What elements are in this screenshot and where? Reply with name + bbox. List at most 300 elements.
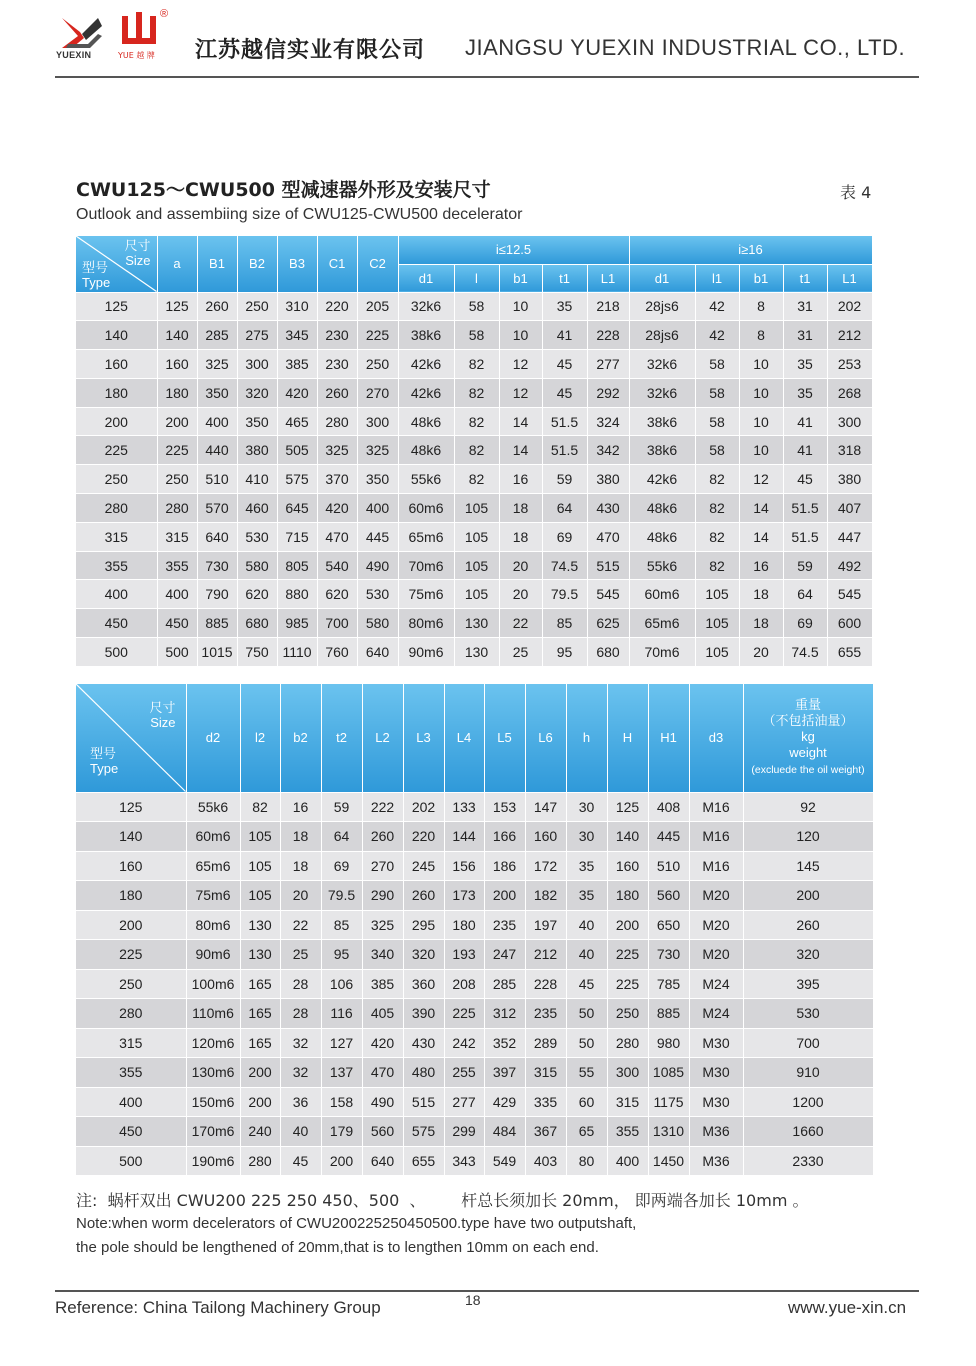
table-cell: 14 [739,522,783,551]
table-cell: 32k6 [629,378,695,407]
col-header: t2 [321,684,362,792]
table-cell: 65m6 [186,851,240,881]
table-cell: 530 [357,580,398,609]
type-cell: 200 [76,407,157,436]
table-cell: 173 [444,881,484,911]
table-cell: 212 [827,321,872,350]
type-cell: 250 [76,465,157,494]
table-cell: 445 [357,522,398,551]
type-cell: 315 [76,1028,186,1058]
table-cell: 470 [587,522,629,551]
table-cell: 82 [695,551,739,580]
table-cell: 69 [783,609,827,638]
note-en-line1: Note:when worm decelerators of CWU200225250450500.type have two outputshaft, [76,1215,637,1232]
table-cell: 160 [157,350,197,379]
table-cell: 85 [542,609,587,638]
table-cell: 18 [499,522,542,551]
table-cell: M30 [689,1058,743,1088]
table-cell: 343 [444,1146,484,1176]
table-cell: 1085 [648,1058,689,1088]
table-cell: 127 [321,1028,362,1058]
table-cell: 55 [566,1058,607,1088]
table-cell: 105 [695,580,739,609]
table-cell: 18 [739,609,783,638]
table-cell: 20 [739,638,783,667]
table-cell: 10 [739,436,783,465]
table-cell: 460 [237,494,277,523]
table-cell: 350 [197,378,237,407]
table-cell: 220 [317,292,357,321]
col-header: C1 [317,236,357,292]
table-cell: 480 [403,1058,444,1088]
table-cell: 277 [587,350,629,379]
type-cell: 280 [76,999,186,1029]
table-cell: 41 [783,436,827,465]
table-cell: 130 [240,940,280,970]
table-cell: 116 [321,999,362,1029]
table-row [76,436,872,465]
table-cell: 130 [454,638,499,667]
col-header: L1 [827,264,872,292]
table-cell: 730 [648,940,689,970]
type-cell: 125 [76,292,157,321]
type-cell: 400 [76,580,157,609]
table-cell: 640 [362,1146,403,1176]
table-cell: 14 [739,494,783,523]
table-cell: 1200 [743,1087,873,1117]
corner-type-en: Type [90,760,119,776]
table-cell: 59 [783,551,827,580]
table-cell: 680 [587,638,629,667]
table-cell: 490 [362,1087,403,1117]
table-cell: 240 [240,1117,280,1147]
table-cell: 225 [607,940,648,970]
type-cell: 160 [76,851,186,881]
table-cell: 10 [739,350,783,379]
table-cell: 82 [240,792,280,822]
company-name-cn: 江苏越信实业有限公司 [195,38,426,63]
table-cell: 35 [566,881,607,911]
table-cell: 28js6 [629,321,695,350]
table-cell: 320 [403,940,444,970]
table-cell: 18 [499,494,542,523]
table-cell: 1015 [197,638,237,667]
col-header: L3 [403,684,444,792]
table-cell: 228 [587,321,629,350]
table-cell: 620 [317,580,357,609]
table-cell: 82 [454,436,499,465]
table-cell: 300 [827,407,872,436]
header-divider [55,76,919,78]
table-cell: 82 [695,465,739,494]
col-header: a [157,236,197,292]
col-header: d1 [398,264,454,292]
corner-size-en: Size [150,715,176,730]
table-cell: 429 [484,1087,525,1117]
table-cell: 38k6 [629,407,695,436]
table-cell: 655 [827,638,872,667]
table-cell: 805 [277,551,317,580]
table-cell: 31 [783,321,827,350]
type-cell: 180 [76,881,186,911]
table-cell: 40 [566,910,607,940]
table-cell: 42k6 [398,378,454,407]
col-header: d1 [629,264,695,292]
table-cell: 225 [444,999,484,1029]
table-cell: 575 [277,465,317,494]
weight-note-cn: （不包括油量） [762,713,854,729]
table-row [76,1058,873,1088]
table-cell: 200 [157,407,197,436]
table-cell: 290 [362,881,403,911]
table-cell: 545 [827,580,872,609]
table-cell: 750 [237,638,277,667]
table-cell: 100m6 [186,969,240,999]
table-cell: 48k6 [398,407,454,436]
table-row [76,638,872,667]
table-cell: 225 [607,969,648,999]
table-cell: 65m6 [398,522,454,551]
table-cell: 407 [827,494,872,523]
table-cell: 490 [357,551,398,580]
table-cell: 48k6 [629,494,695,523]
company-name-en: JIANGSU YUEXIN INDUSTRIAL CO., LTD. [465,35,906,60]
table-cell: M36 [689,1146,743,1176]
table-cell: 2330 [743,1146,873,1176]
table-cell: 40 [280,1117,321,1147]
table-cell: 289 [525,1028,566,1058]
table-cell: 212 [525,940,566,970]
table-cell: 268 [827,378,872,407]
table-cell: 70m6 [398,551,454,580]
col-header: L2 [362,684,403,792]
table-cell: 48k6 [398,436,454,465]
table-cell: 158 [321,1087,362,1117]
table-cell: 58 [695,350,739,379]
type-cell: 225 [76,436,157,465]
table-cell: 250 [607,999,648,1029]
registered-mark: ® [160,8,169,20]
table-cell: 105 [240,822,280,852]
table-cell: 79.5 [321,881,362,911]
corner-type-en: Type [82,274,111,290]
table-cell: 16 [739,551,783,580]
table-cell: 277 [444,1087,484,1117]
col-header: L1 [587,264,629,292]
type-cell: 140 [76,321,157,350]
table-cell: M24 [689,999,743,1029]
table-cell: 580 [237,551,277,580]
table-cell: 250 [157,465,197,494]
table-cell: 82 [454,350,499,379]
table-cell: 247 [484,940,525,970]
table-cell: 450 [157,609,197,638]
footer-divider [55,1290,919,1292]
table-cell: 350 [237,407,277,436]
table-cell: 270 [362,851,403,881]
table-cell: 60m6 [186,822,240,852]
table-cell: 190m6 [186,1146,240,1176]
table-cell: 8 [739,292,783,321]
table-cell: 51.5 [542,436,587,465]
col-header: l1 [695,264,739,292]
table-cell: 45 [783,465,827,494]
table-row [76,822,873,852]
table-title-cn: CWU125～CWU500 型减速器外形及安装尺寸 [76,179,491,201]
table-cell: 360 [403,969,444,999]
weight-cn: 重量 [794,697,821,713]
table-cell: 549 [484,1146,525,1176]
table-cell: 28 [280,999,321,1029]
table1-body [76,292,872,666]
type-cell: 225 [76,940,186,970]
table-cell: 280 [607,1028,648,1058]
table-cell: 299 [444,1117,484,1147]
table-cell: 150m6 [186,1087,240,1117]
type-cell: 140 [76,822,186,852]
table-row [76,580,872,609]
table-cell: 50 [566,1028,607,1058]
table-cell: 95 [542,638,587,667]
table-cell: 395 [743,969,873,999]
table-cell: 55k6 [629,551,695,580]
table-cell: 133 [444,792,484,822]
table-cell: 32 [280,1058,321,1088]
table-cell: 410 [237,465,277,494]
type-cell: 315 [76,522,157,551]
table-cell: 90m6 [398,638,454,667]
table-cell: 74.5 [783,638,827,667]
table-cell: 10 [739,378,783,407]
table-cell: 8 [739,321,783,350]
table-cell: 75m6 [398,580,454,609]
table-cell: 16 [499,465,542,494]
table-cell: 69 [321,851,362,881]
table-cell: 730 [197,551,237,580]
table-cell: 910 [743,1058,873,1088]
table-cell: 58 [454,292,499,321]
table-cell: 18 [280,851,321,881]
table-cell: 90m6 [186,940,240,970]
table-row [76,999,873,1029]
table-row [76,494,872,523]
table-cell: 172 [525,851,566,881]
table2-corner-header [76,684,186,792]
type-cell: 280 [76,494,157,523]
type-cell: 500 [76,638,157,667]
table-cell: 575 [403,1117,444,1147]
table-cell: M20 [689,910,743,940]
table-cell: 51.5 [542,407,587,436]
footer-website[interactable]: www.yue-xin.cn [788,1298,907,1317]
col-header: L5 [484,684,525,792]
table-cell: 1175 [648,1087,689,1117]
table-cell: 160 [607,851,648,881]
table-cell: 16 [280,792,321,822]
table-cell: 325 [357,436,398,465]
table-cell: 492 [827,551,872,580]
table-cell: 408 [648,792,689,822]
table-cell: 380 [827,465,872,494]
table-cell: 222 [362,792,403,822]
yuexin-logo-text: YUEXIN [56,50,92,60]
table-cell: 30 [566,792,607,822]
table-cell: 45 [280,1146,321,1176]
table-cell: 125 [157,292,197,321]
table-cell: 220 [403,822,444,852]
table-cell: 137 [321,1058,362,1088]
table-cell: 28js6 [629,292,695,321]
table-cell: 165 [240,969,280,999]
table-cell: 280 [240,1146,280,1176]
table-cell: 30 [566,822,607,852]
table-cell: 25 [280,940,321,970]
table-cell: 530 [237,522,277,551]
table-cell: 324 [587,407,629,436]
table-cell: 200 [240,1087,280,1117]
table-cell: M24 [689,969,743,999]
table-cell: 270 [357,378,398,407]
table-cell: 560 [362,1117,403,1147]
table-title-en: Outlook and assembiing size of CWU125-CWU500 decelerator [76,206,523,223]
table-cell: 545 [587,580,629,609]
table-cell: 120m6 [186,1028,240,1058]
table-cell: 58 [454,321,499,350]
table-cell: 280 [157,494,197,523]
table-cell: 105 [454,522,499,551]
table-cell: 440 [197,436,237,465]
table-cell: 530 [743,999,873,1029]
table-cell: 106 [321,969,362,999]
table-cell: 60 [566,1087,607,1117]
table-cell: 80m6 [398,609,454,638]
table-cell: 110m6 [186,999,240,1029]
table-cell: 225 [357,321,398,350]
table-cell: 515 [403,1087,444,1117]
table-cell: 253 [827,350,872,379]
col-header: b1 [499,264,542,292]
table-cell: 655 [403,1146,444,1176]
table-cell: 292 [587,378,629,407]
table-cell: 200 [607,910,648,940]
col-header: l [454,264,499,292]
type-cell: 180 [76,378,157,407]
table-cell: 680 [237,609,277,638]
table-cell: 315 [525,1058,566,1088]
table-cell: 1660 [743,1117,873,1147]
table-cell: 32k6 [629,350,695,379]
table-cell: 105 [454,580,499,609]
table-cell: 130 [454,609,499,638]
table-cell: 147 [525,792,566,822]
group-header-ratio-low: i≤12.5 [398,236,629,264]
col-header: b1 [739,264,783,292]
type-cell: 250 [76,969,186,999]
table-cell: M20 [689,940,743,970]
col-header: H [607,684,648,792]
table-cell: 202 [827,292,872,321]
type-cell: 355 [76,551,157,580]
corner-size-cn: 尺寸 [149,700,176,715]
table-cell: 1450 [648,1146,689,1176]
weight-header [743,684,873,792]
table-cell: 700 [743,1028,873,1058]
table-cell: 160 [525,822,566,852]
table-cell: 36 [280,1087,321,1117]
table-cell: 180 [444,910,484,940]
table-cell: 260 [362,822,403,852]
table-cell: 315 [607,1087,648,1117]
note-en-line2: the pole should be lengthened of 20mm,that is to lengthen 10mm on each end. [76,1239,599,1256]
table-cell: 405 [362,999,403,1029]
table-cell: 130 [240,910,280,940]
col-header: t1 [542,264,587,292]
note-cn: 注: 蜗杆双出 CWU200 225 250 450、500 、 杆总长须加长 20mm， 即两端各加长 10mm 。 [76,1191,809,1210]
table-cell: 35 [783,378,827,407]
table-cell: 400 [357,494,398,523]
type-cell: 200 [76,910,186,940]
table-cell: 105 [695,638,739,667]
table-cell: 40 [566,940,607,970]
table-cell: 500 [157,638,197,667]
table-cell: 65 [566,1117,607,1147]
table-cell: 60m6 [398,494,454,523]
table-cell: 10 [499,321,542,350]
table-cell: 58 [695,378,739,407]
type-cell: 450 [76,609,157,638]
table-cell: 580 [357,609,398,638]
table-cell: 42k6 [629,465,695,494]
table-cell: 250 [357,350,398,379]
table-cell: M16 [689,851,743,881]
table-cell: 880 [277,580,317,609]
table-cell: 250 [237,292,277,321]
table-cell: 65m6 [629,609,695,638]
table2-body [76,792,873,1176]
table-cell: 59 [321,792,362,822]
table-cell: 367 [525,1117,566,1147]
group-header-ratio-high: i≥16 [629,236,872,264]
table-cell: 242 [444,1028,484,1058]
table-row [76,792,873,822]
type-cell: 125 [76,792,186,822]
table-cell: 120 [743,822,873,852]
table-cell: 230 [317,321,357,350]
table-cell: 82 [454,378,499,407]
table-cell: 228 [525,969,566,999]
table-cell: 31 [783,292,827,321]
table-cell: 260 [743,910,873,940]
table-cell: 14 [499,436,542,465]
table-cell: 260 [317,378,357,407]
table-cell: 28 [280,969,321,999]
table-cell: 445 [648,822,689,852]
weight-note-en: (excluede the oil weight) [751,764,865,777]
table-cell: 985 [277,609,317,638]
table-cell: 18 [280,822,321,852]
col-header: B3 [277,236,317,292]
table1-corner-header [76,236,157,292]
table-cell: 10 [739,407,783,436]
table-cell: 69 [542,522,587,551]
table-cell: 12 [499,378,542,407]
table-cell: 515 [587,551,629,580]
type-cell: 160 [76,350,157,379]
table-cell: 75m6 [186,881,240,911]
col-header: H1 [648,684,689,792]
table-cell: 345 [277,321,317,350]
table-cell: 355 [607,1117,648,1147]
